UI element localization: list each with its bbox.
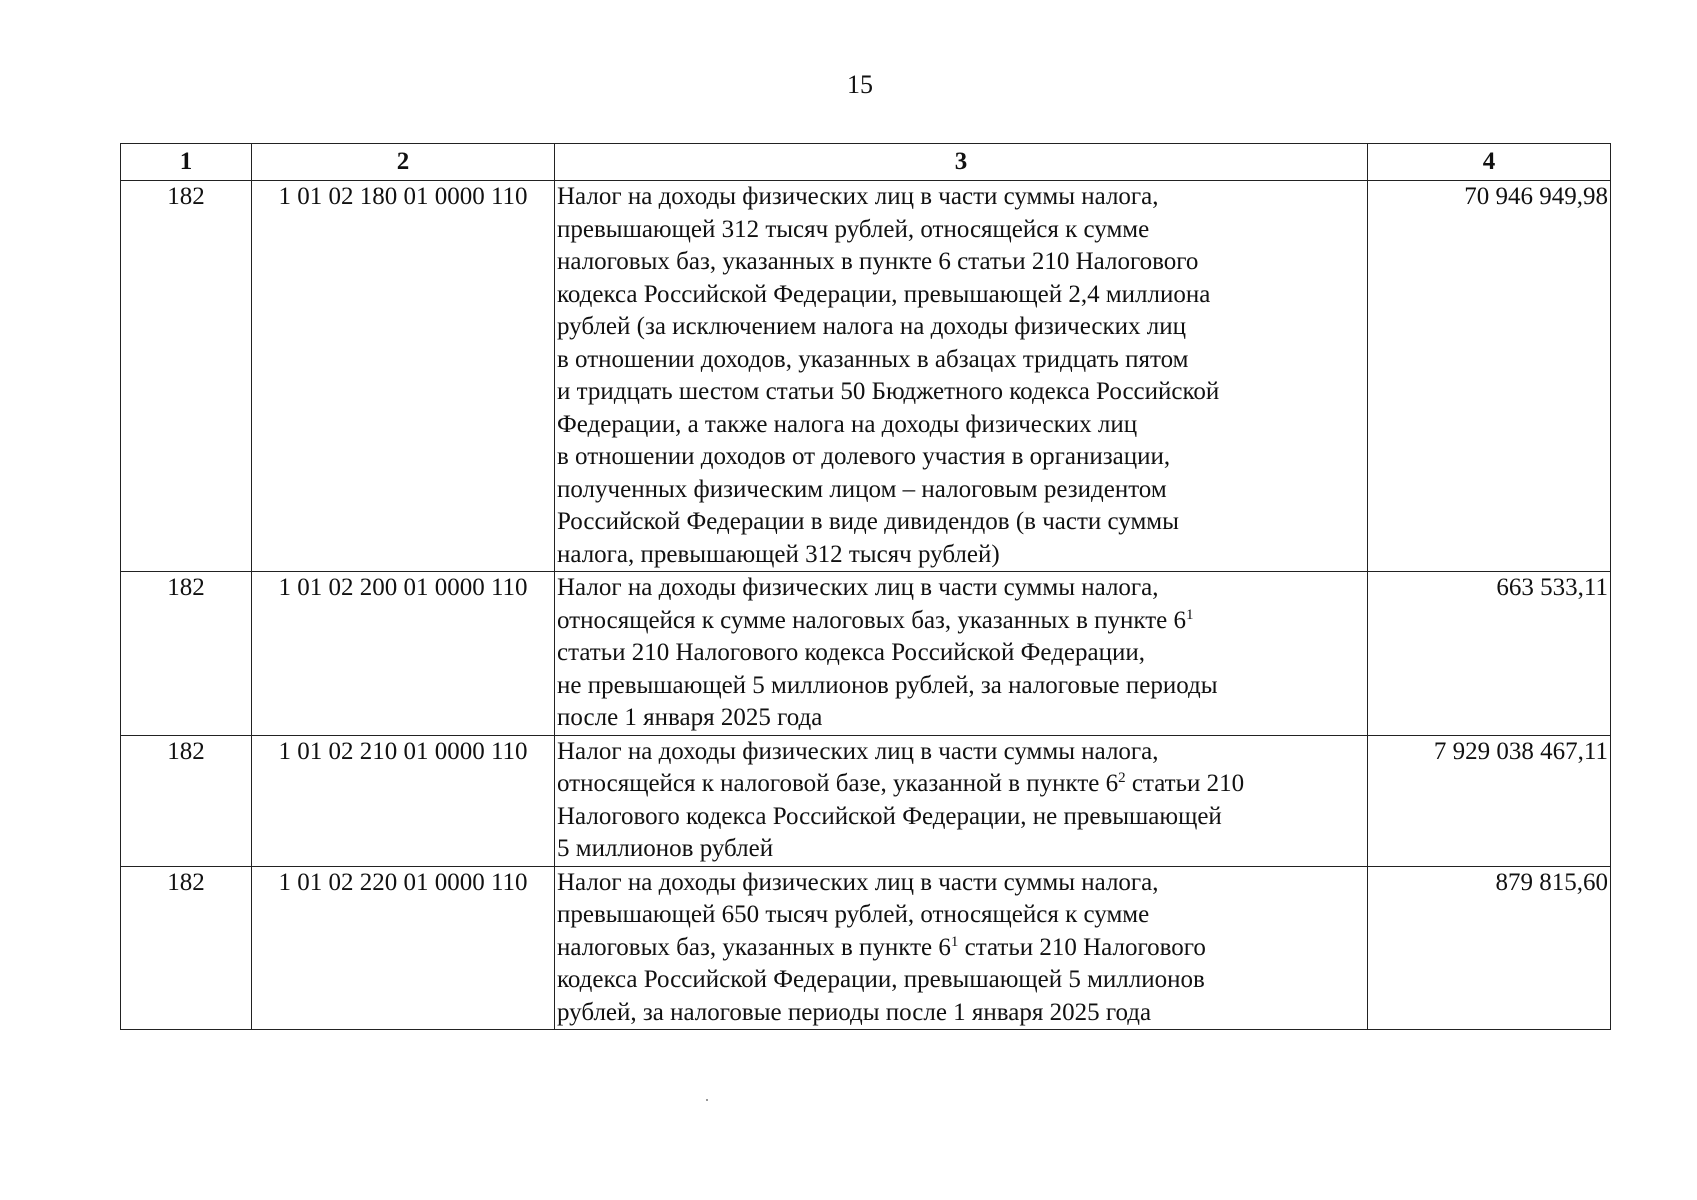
- name-line: налоговых баз, указанных в пункте 6 статьи 210 Налогового: [557, 248, 1199, 275]
- table-row: [121, 181, 1611, 572]
- name-line: рублей, за налоговые периоды после 1 января 2025 года: [557, 998, 1152, 1026]
- superscript-index: 2: [1118, 770, 1126, 786]
- name-line: превышающей 312 тысяч рублей, относящейся к сумме: [557, 215, 1150, 243]
- name-line: Налог на доходы физических лиц в части суммы налога,: [557, 574, 1159, 601]
- amount-cell: 663 533,11: [1368, 572, 1611, 736]
- name-line: и тридцать шестом статьи 50 Бюджетного кодекса Российской: [557, 378, 1220, 405]
- name-line: Налогового кодекса Российской Федерации, не превышающей: [557, 802, 1222, 830]
- name-line: в отношении доходов от долевого участия в организации,: [557, 443, 1171, 470]
- name-text: относящейся к налоговой базе, указанной в пункте 6: [557, 770, 1119, 797]
- name-line: Федерации, а также налога на доходы физических лиц: [557, 410, 1138, 438]
- name-line: превышающей 650 тысяч рублей, относящейся к сумме: [557, 901, 1150, 928]
- amount-cell: 879 815,60: [1368, 866, 1611, 1030]
- scan-speck: [706, 1099, 708, 1101]
- budget-revenue-table: [120, 143, 1611, 1030]
- revenue-name-cell: [555, 735, 1368, 866]
- name-line: статьи 210 Налогового кодекса Российской Федерации,: [557, 639, 1145, 666]
- name-line: [557, 932, 1365, 965]
- page-number: 15: [847, 70, 873, 99]
- superscript-index: 1: [950, 933, 959, 950]
- revenue-name-cell: [555, 572, 1368, 736]
- admin-code-cell: 182: [121, 181, 252, 572]
- name-line: Налог на доходы физических лиц в части суммы налога,: [557, 737, 1159, 765]
- name-text: налоговых баз, указанных в пункте 6: [557, 933, 951, 961]
- revenue-name-cell: [555, 866, 1368, 1030]
- name-line: Налог на доходы физических лиц в части суммы налога,: [557, 868, 1159, 896]
- admin-code-cell: 182: [121, 572, 252, 736]
- name-line: Российской Федерации в виде дивидендов (в части суммы: [557, 508, 1179, 535]
- name-line: Налог на доходы физических лиц в части суммы налога,: [557, 183, 1159, 210]
- table-row: [121, 735, 1611, 866]
- table-header-row: [121, 144, 1611, 181]
- name-text: относящейся к сумме налоговых баз, указанных в пункте 6: [557, 606, 1186, 634]
- name-line: не превышающей 5 миллионов рублей, за налоговые периоды: [557, 671, 1218, 699]
- budget-classification-code-cell: 1 01 02 180 01 0000 110: [252, 181, 555, 572]
- name-line: в отношении доходов, указанных в абзацах тридцать пятом: [557, 345, 1189, 373]
- table-row: [121, 572, 1611, 736]
- name-line: после 1 января 2025 года: [557, 704, 823, 731]
- name-line: рублей (за исключением налога на доходы физических лиц: [557, 313, 1187, 340]
- header-col-2: 2: [252, 144, 555, 181]
- budget-classification-code-cell: 1 01 02 210 01 0000 110: [252, 735, 555, 866]
- header-col-1: 1: [121, 144, 252, 181]
- header-col-3: 3: [555, 144, 1368, 181]
- name-line: [557, 768, 1365, 801]
- name-text: статьи 210: [1125, 770, 1245, 797]
- revenue-name-cell: [555, 181, 1368, 572]
- amount-cell: 70 946 949,98: [1368, 181, 1611, 572]
- amount-cell: 7 929 038 467,11: [1368, 735, 1611, 866]
- admin-code-cell: 182: [121, 866, 252, 1030]
- superscript-index: 1: [1185, 606, 1194, 623]
- budget-classification-code-cell: 1 01 02 220 01 0000 110: [252, 866, 555, 1030]
- name-line: налога, превышающей 312 тысяч рублей): [557, 540, 1000, 568]
- name-line: кодекса Российской Федерации, превышающей 5 миллионов: [557, 966, 1205, 993]
- name-line: [557, 605, 1365, 638]
- name-text: статьи 210 Налогового: [958, 933, 1206, 961]
- budget-classification-code-cell: 1 01 02 200 01 0000 110: [252, 572, 555, 736]
- name-line: 5 миллионов рублей: [557, 835, 774, 862]
- table-row: [121, 866, 1611, 1030]
- admin-code-cell: 182: [121, 735, 252, 866]
- header-col-4: 4: [1368, 144, 1611, 181]
- name-line: кодекса Российской Федерации, превышающей 2,4 миллиона: [557, 280, 1211, 308]
- name-line: полученных физическим лицом – налоговым резидентом: [557, 475, 1167, 503]
